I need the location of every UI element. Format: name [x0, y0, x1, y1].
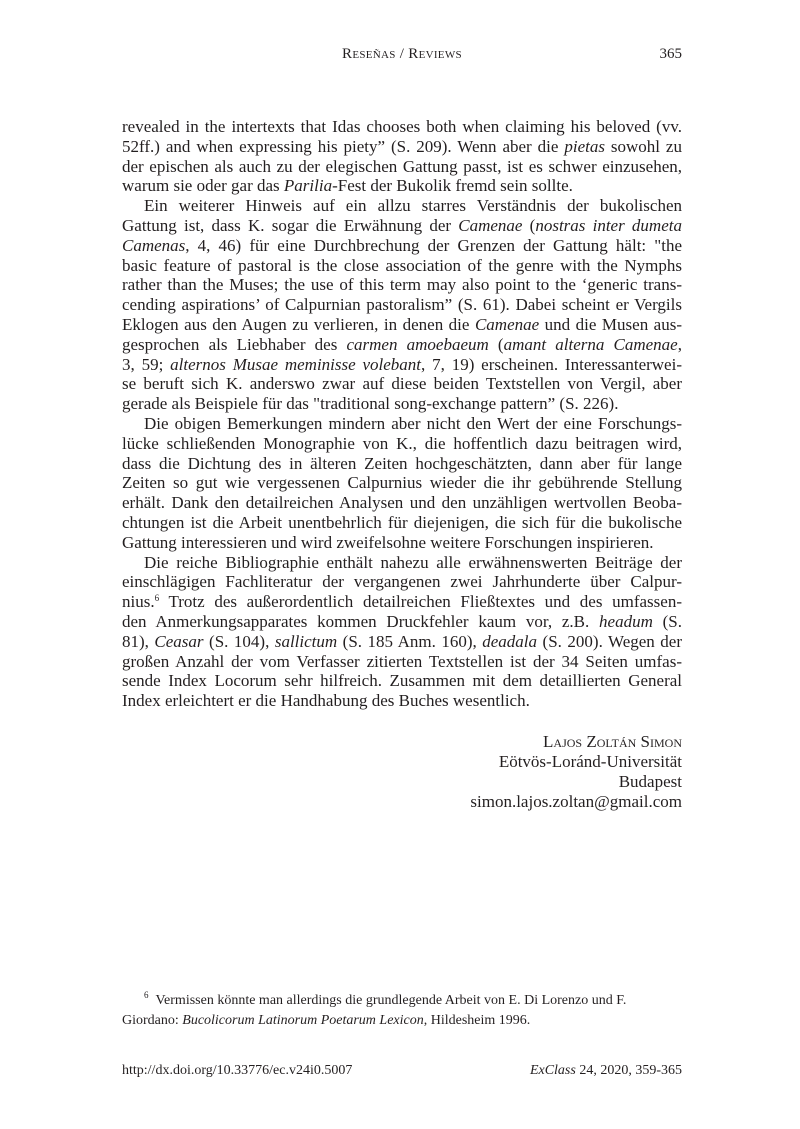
text-segment: 81), — [122, 631, 155, 651]
text-segment: einschlägigen Fachliteratur der vergangenen zwei Jahrhunderte über Calpur- — [122, 572, 682, 592]
text-segment: 52ff.) and when expressing his piety” (S. 209). Wenn aber die — [122, 136, 565, 156]
author-city: Budapest — [618, 772, 682, 791]
text-segment: rather than the Muses; the use of this term may also point to the ‘generic trans- — [122, 275, 682, 295]
footnote — [122, 991, 682, 1031]
running-header — [122, 46, 682, 68]
text-segment: ( — [488, 334, 504, 354]
text-line — [122, 335, 682, 355]
text-segment: gesprochen als Liebhaber des — [122, 334, 347, 354]
text-segment: Gattung interessieren und wird zweifelsohne weitere Forschungen inspirieren. — [122, 532, 654, 552]
text-line — [122, 553, 682, 573]
italic-text: deadala — [482, 631, 538, 651]
text-line — [122, 473, 682, 493]
journal-citation — [530, 1063, 682, 1079]
text-segment: revealed in the intertexts that Idas chooses both when claiming his beloved (vv. — [122, 117, 682, 136]
text-line — [122, 612, 682, 632]
text-segment: warum sie oder gar das — [122, 176, 284, 196]
text-segment: Die obigen Bemerkungen mindern aber nicht den Wert der eine Forschungs- — [144, 413, 682, 433]
text-line — [122, 374, 682, 394]
footnote-book-title: Bucolicorum Latinorum Poetarum Lexicon — [182, 1013, 424, 1028]
paragraph — [122, 117, 682, 196]
text-line — [122, 157, 682, 177]
italic-text: Parilia — [283, 176, 333, 196]
journal-volume: 24, 2020, 359-365 — [575, 1063, 682, 1078]
footnote-text-end: , Hildesheim 1996. — [423, 1013, 531, 1028]
text-segment: großen Anzahl der vom Verfasser zitierten Textstellen ist der 34 Seiten umfas- — [122, 651, 682, 671]
page-number: 365 — [659, 46, 682, 62]
text-segment: Gattung ist, dass K. sogar die Erwähnung der — [122, 215, 459, 235]
doi-link[interactable]: http://dx.doi.org/10.33776/ec.v24i0.5007 — [122, 1063, 353, 1078]
text-line — [122, 236, 682, 256]
text-segment: -Fest der Bukolik fremd sein sollte. — [332, 176, 573, 196]
text-segment: se beruft sich K. anderswo zwar auf diese beiden Textstellen von Vergil, aber — [122, 374, 682, 394]
italic-text: sallictum — [274, 631, 338, 651]
text-segment: (S. 185 Anm. 160), — [337, 631, 483, 651]
text-line — [122, 632, 682, 652]
text-segment: dass die Dichtung des in älteren Zeiten hochgeschätzten, dann aber für lange — [122, 453, 682, 473]
text-segment: chtungen ist die Arbeit unentbehrlich für diejenigen, die sich für die bukolische — [122, 512, 682, 532]
footnote-reference: 6 — [154, 593, 160, 604]
body-text — [122, 117, 682, 711]
text-segment: sende Index Locorum sehr hilfreich. Zusammen mit dem detaillierten General — [122, 671, 682, 691]
text-segment: (S. 104), — [203, 631, 275, 651]
text-line — [122, 196, 682, 216]
text-line — [122, 572, 682, 592]
text-segment: , — [677, 334, 682, 354]
author-institution: Eötvös-Loránd-Universität — [498, 752, 682, 771]
text-segment: der epischen als auch zu der elegischen Gattung passt, ist es schwer einzusehen, — [122, 156, 682, 176]
text-segment: nius. — [122, 592, 155, 612]
text-segment: und die Musen aus- — [539, 314, 683, 334]
italic-text: carmen amoebaeum — [346, 334, 489, 354]
text-segment: (S. 200). Wegen der — [537, 631, 682, 651]
text-line — [122, 394, 682, 414]
text-line — [122, 671, 682, 691]
text-segment: lücke schließenden Monographie von K., die hoffentlich dazu beitragen wird, — [122, 433, 682, 453]
text-line — [122, 513, 682, 533]
italic-text: pietas — [564, 136, 605, 156]
paragraph — [122, 196, 682, 414]
text-segment: Eklogen aus den Augen zu verlieren, in denen die — [122, 314, 475, 334]
text-segment: , 7, 19) erscheinen. Interessanterwei- — [421, 354, 682, 374]
text-line — [122, 355, 682, 375]
text-line — [122, 592, 682, 612]
text-line — [122, 454, 682, 474]
text-line — [122, 493, 682, 513]
italic-text: alternos Musae meminisse volebant — [170, 354, 422, 374]
italic-text: Camenae — [474, 314, 540, 334]
text-line — [122, 691, 682, 711]
text-segment: basic feature of pastoral is the close association of the genre with the Nymphs — [122, 255, 682, 275]
text-segment: (S. — [652, 611, 682, 631]
text-segment: sowohl zu — [604, 136, 682, 156]
paragraph — [122, 414, 682, 553]
text-segment: Die reiche Bibliographie enthält nahezu alle erwähnenswerten Beiträge der — [144, 552, 682, 572]
text-segment: cending aspirations’ of Calpurnian pastoralism” (S. 61). Dabei scheint er Vergils — [122, 295, 682, 315]
text-segment: , 4, 46) für eine Durchbrechung der Grenzen der Gattung hält: "the — [185, 235, 682, 255]
text-segment: Zeiten so gut wie vergessenen Calpurnius wieder die ihr gebührende Stellung — [122, 473, 682, 493]
italic-text: headum — [599, 611, 653, 631]
text-line — [122, 652, 682, 672]
text-segment: 3, 59; — [122, 354, 171, 374]
text-segment: Index erleichtert er die Handhabung des Buches wesentlich. — [122, 691, 530, 711]
paragraph — [122, 553, 682, 711]
text-line — [122, 137, 682, 157]
text-segment: ( — [522, 215, 536, 235]
running-header-title: Reseñas / Reviews — [342, 46, 462, 62]
italic-text: Camenas — [122, 235, 186, 255]
author-email[interactable]: simon.lajos.zoltan@gmail.com — [470, 792, 682, 811]
author-name: Lajos Zoltán Simon — [543, 732, 682, 751]
text-line — [122, 315, 682, 335]
signature-block — [122, 732, 682, 812]
text-line — [122, 414, 682, 434]
footnote-text: Vermissen könnte man allerdings die grundlegende Arbeit von E. Di Lorenzo und F. Giordano: — [122, 993, 627, 1028]
text-line — [122, 434, 682, 454]
text-line — [122, 295, 682, 315]
italic-text: amant alterna Camenae — [503, 334, 678, 354]
text-line — [122, 216, 682, 236]
italic-text: nostras inter dumeta — [535, 215, 682, 235]
text-segment: Ein weiterer Hinweis auf ein allzu starres Verständnis der bukolischen — [144, 196, 682, 216]
italic-text: Ceasar — [154, 631, 204, 651]
text-segment: den Anmerkungsapparates kommen Druckfehler kaum vor, z.B. — [122, 611, 600, 631]
italic-text: Camenae — [458, 215, 523, 235]
journal-name: ExClass — [529, 1063, 576, 1078]
text-line — [122, 533, 682, 553]
text-line — [122, 275, 682, 295]
footnote-number: 6 — [144, 990, 149, 1000]
text-segment: erhält. Dank den detailreichen Analysen und den unzähligen wertvollen Beoba- — [122, 493, 682, 513]
text-line — [122, 176, 682, 196]
text-line — [122, 117, 682, 137]
page-footer — [122, 1063, 682, 1079]
text-segment: gerade als Beispiele für das "traditional song-exchange pattern” (S. 226). — [122, 394, 619, 414]
text-line — [122, 256, 682, 276]
text-segment: Trotz des außerordentlich detailreichen Fließtextes und des umfassen- — [159, 592, 682, 612]
